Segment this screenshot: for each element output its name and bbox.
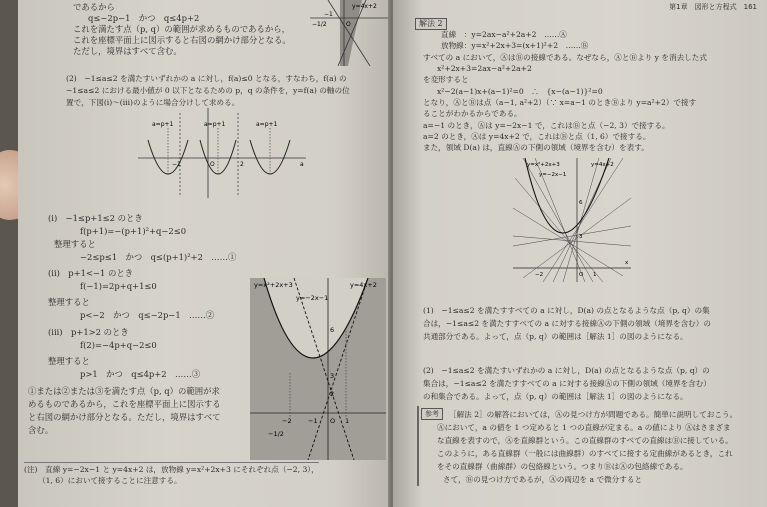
graph-tick: 2	[330, 390, 335, 398]
text-line: 集合は，−1≤a≤2 を満たすすべての a に対する接線Ⓐの下側の領域（境界を含む）	[423, 379, 711, 388]
note-line: (注) 直線 y=−2x−1 と y=4x+2 は，放物線 y=x²+2x+3 にそれぞれ点（−2, 3），	[24, 462, 319, 475]
graph-tick: 6	[330, 326, 335, 334]
text-line: また，領域 D(a) は，直線Ⓐの下側の領域（境界を含む）を表す。	[423, 143, 649, 152]
right-page	[393, 0, 767, 507]
top-graph-label: y=4x+2	[352, 3, 377, 10]
text-line: 合は，−1≤a≤2 を満たすすべての a に対する接線Ⓐの下側の領域（境界を含む）の	[423, 319, 711, 328]
text-line: (2) −1≤a≤2 を満たすいずれかの a に対し，f(a)≤0 となる，すなわち，f(a) の	[66, 74, 347, 83]
text-line: これを満たす点（p, q）の範囲が求めるものであるから，	[73, 24, 291, 34]
env-label: y=4x+2	[591, 162, 614, 168]
sanko-rule	[417, 406, 419, 486]
text-line: f(p+1)=−(p+1)²+q−2≤0	[80, 226, 187, 236]
env-tick: 1	[593, 272, 597, 278]
text-line: (iii) p+1>2 のとき	[48, 327, 129, 337]
case-label: a=p+1	[204, 121, 226, 128]
graph-label-line1: y=−2x−1	[296, 294, 329, 302]
text-line: p>1 かつ q≤4p+2 ……③	[80, 369, 201, 379]
text-line: すべての a において，ⒶはⒷの接線である。なぜなら，ⒶとⒷより y を消去した式	[423, 53, 707, 62]
text-line: 整理すると	[48, 356, 90, 366]
sanko-label: 参考	[421, 408, 443, 420]
text-line: f(−1)=2p+q+1≤0	[80, 281, 157, 291]
text-line: 直線 ：y=2ax−a²+2a+2 ……Ⓐ	[441, 30, 567, 39]
text-line: さて，Ⓑの見つけ方であるが，Ⓐの両辺を a で微分すると	[443, 475, 643, 484]
kaiho-label: 解法 2	[415, 18, 447, 30]
text-line: (ii) p+1<−1 のとき	[48, 268, 134, 278]
text-line: ただし，境界はすべて含む。	[73, 46, 182, 56]
text-line: このように，ある直線群（一般には曲線群）のすべてに接する定曲線があるとき，これ	[437, 449, 733, 458]
text-line: ［解法 2］の解答においては，Ⓐの見つけ方が問題である。簡単に説明しておこう。	[449, 410, 738, 419]
env-tick: x	[625, 260, 629, 266]
graph-label-line2: y=4x+2	[350, 281, 377, 289]
case-label: a=p+1	[152, 121, 174, 128]
env-tick: 6	[579, 200, 583, 206]
text-line: ることがわかるからである。	[423, 109, 522, 118]
case-label: 2	[240, 161, 244, 168]
page-header: 第1章 図形と方程式 161	[669, 3, 757, 11]
top-graph-label: −1	[324, 11, 333, 18]
text-line: な直線を表すので，Ⓐを直線群という。この直線群のすべての直線はⒷに接している。	[437, 436, 733, 445]
text-line: 整理すると	[54, 239, 96, 249]
text-line: ①または②または③を満たす点（p, q）の範囲が求	[28, 386, 220, 396]
left-page	[18, 0, 391, 507]
text-line: f(2)=−4p+q−2≤0	[80, 340, 157, 350]
text-line: 放物線：y=x²+2x+3=(x+1)²+2 ……Ⓑ	[441, 41, 589, 50]
text-line: Ⓐにおいて，a の値を 1 つ定めると 1 つの直線が定まる。a の値により Ⓐはさまざま	[437, 423, 731, 432]
case-label: −1	[172, 161, 181, 168]
note-line: （1, 6）において接することに注意する。	[38, 476, 182, 485]
env-label: y=−2x−1	[539, 172, 567, 178]
text-line: q≤−2p−1 かつ q≤4p+2	[88, 13, 200, 23]
text-line: であるから	[73, 2, 115, 12]
env-tick: O	[579, 272, 584, 278]
text-line: めるものであるから，これを座標平面上に図示する	[28, 399, 221, 409]
env-tick: 3	[579, 234, 583, 240]
text-line: となり，ⒶとⒷは点（a−1, a²+2）（∵ x=a−1 のときⒷより y=a²+2）で接す	[423, 98, 697, 107]
top-graph-label: O	[346, 21, 351, 28]
text-line: 共通部分である。よって，点（p, q）の範囲は［解法 1］の図のようになる。	[423, 332, 688, 341]
graph-tick: −1	[308, 417, 318, 425]
text-line: の和集合である。よって，点（p, q）の範囲は［解法 1］の図のようになる。	[423, 392, 688, 401]
graph-tick: −1/2	[268, 430, 284, 438]
text-line: (i) −1≤p+1≤2 のとき	[48, 213, 143, 223]
env-label: y=x²+2x+3	[527, 162, 560, 168]
text-line: 置で，下図(i)〜(iii)のように場合分けして求める。	[66, 98, 240, 107]
text-line: を変形すると	[423, 75, 469, 84]
text-line: p<−2 かつ q≤−2p−1 ……②	[80, 310, 215, 320]
text-line: a=−1 のとき，Ⓐは y=−2x−1 で，これはⒷと点（−2, 3）で接する。	[423, 121, 670, 130]
text-line: (1) −1≤a≤2 を満たすすべての a に対し，D(a) の点となるような点（p, q）の集	[423, 306, 710, 315]
region-graph	[250, 278, 386, 460]
envelope-graph	[513, 158, 633, 283]
graph-tick: O	[330, 417, 336, 425]
text-line: (2) −1≤a≤2 を満たすいずれかの a に対し，D(a) の点となるような点（p, q）の	[423, 366, 710, 375]
case-label: a=p+1	[256, 121, 278, 128]
text-line: をその直線群（曲線群）の包絡線という。つまりⒷはⒶの包絡線である。	[437, 462, 688, 471]
env-tick: −2	[535, 272, 544, 278]
text-line: a=2 のとき，Ⓐは y=4x+2 で，これはⒷと点（1, 6）で接する。	[423, 132, 651, 141]
text-line: −2≤p≤1 かつ q≤(p+1)²+2 ……①	[80, 252, 237, 262]
graph-tick: 1	[345, 417, 350, 425]
case-graphs	[138, 108, 308, 198]
top-shaded-graph	[310, 0, 390, 66]
text-line: x²+2x+3=2ax−a²+2a+2	[437, 64, 532, 73]
case-label: a	[300, 161, 304, 168]
graph-tick: −2	[282, 417, 292, 425]
text-line: これを座標平面上に図示すると右図の網かけ部分となる。	[73, 35, 291, 45]
text-line: 整理すると	[48, 297, 90, 307]
case-label: O	[210, 161, 215, 168]
graph-label-parabola: y=x²+2x+3	[254, 281, 293, 289]
graph-tick: 3	[330, 372, 335, 380]
text-line: 含む。	[28, 425, 54, 435]
text-line: と右図の網かけ部分となる。ただし，境界はすべて	[28, 412, 221, 422]
text-line: x²−2(a−1)x+(a−1)²=0 ∴ {x−(a−1)}²=0	[437, 87, 603, 96]
top-graph-label: −1/2	[312, 21, 327, 28]
text-line: −1≤a≤2 における最小値が 0 以下となるための p，q の条件を，y=f(a) の軸の位	[66, 86, 350, 95]
